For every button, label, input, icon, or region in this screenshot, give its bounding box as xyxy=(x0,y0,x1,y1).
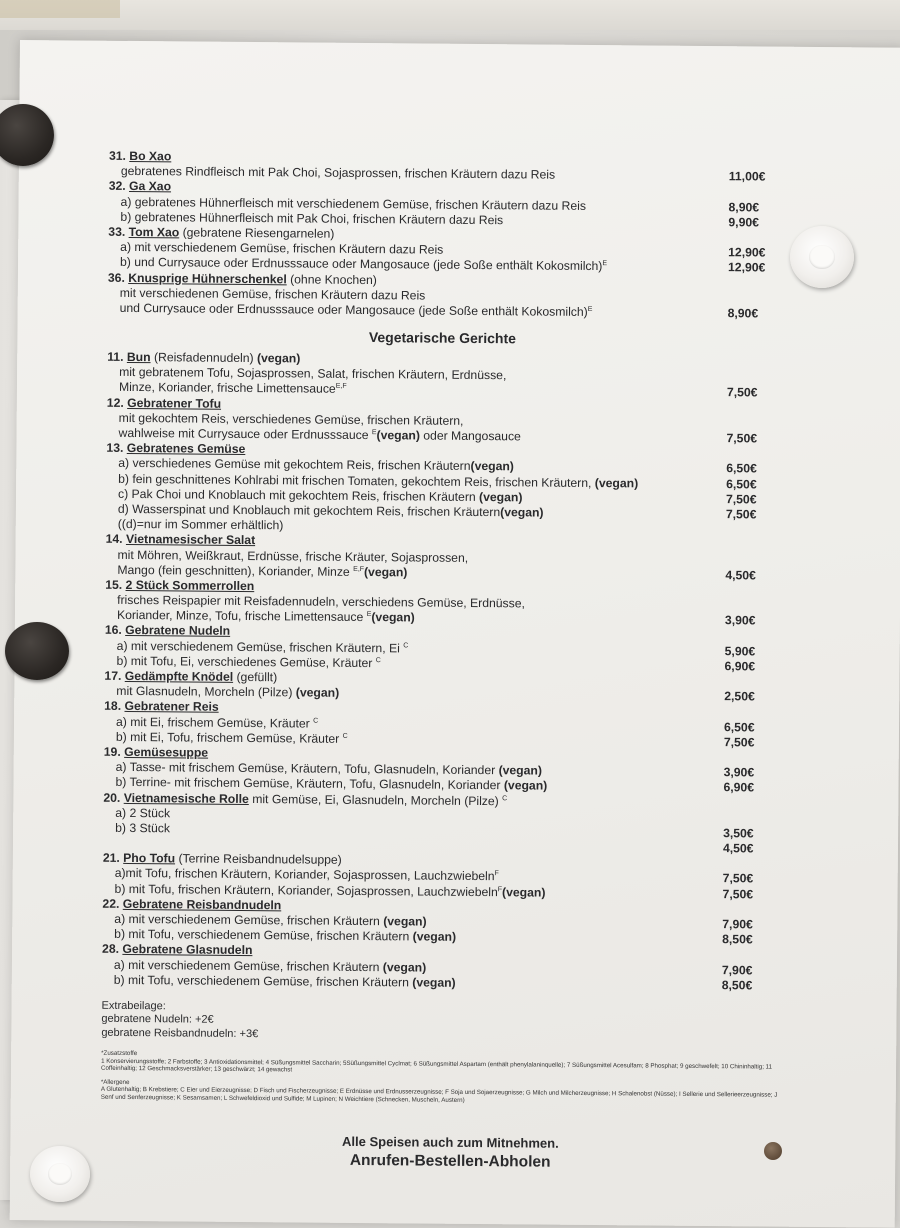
desc-text: frisches Reispapier mit Reisfadennudeln, verschiedens Gemüse, Erdnüsse, xyxy=(117,592,525,611)
allergen-sup: F xyxy=(497,885,503,893)
item-price: 2,50€ xyxy=(724,689,755,704)
vegan-tag: (vegan) xyxy=(470,459,514,474)
desc-text: Koriander, Minze, Tofu, frische Limettensauce xyxy=(116,608,367,625)
vegan-tag: (vegan) xyxy=(503,778,548,793)
item-price: 5,90€ xyxy=(724,643,756,659)
item-number: 16. xyxy=(104,623,122,638)
dark-magnet xyxy=(5,622,69,680)
allergen-sup: E,F xyxy=(335,383,347,391)
vegan-tag: (vegan) xyxy=(412,975,456,990)
footer-takeaway: Alle Speisen auch zum Mitnehmen. xyxy=(341,1134,559,1152)
item-name: Gebratenes Gemüse xyxy=(126,441,246,457)
vegan-tag: (vegan) xyxy=(502,884,546,900)
item-name: Gedämpfte Knödel xyxy=(124,668,234,684)
desc-text: a) verschiedenes Gemüse mit gekochtem Reis, frischen Kräutern xyxy=(118,456,471,474)
item-price: 7,90€ xyxy=(721,962,753,977)
desc-text: oder Mangosauce xyxy=(419,428,521,444)
menu-item-title xyxy=(104,745,208,761)
item-price: 7,50€ xyxy=(726,431,758,446)
desc-text: a) 2 Stück xyxy=(115,805,171,821)
desc-text: b) mit Tofu, verschiedenem Gemüse, frischen Kräutern xyxy=(113,972,413,990)
item-name: Gebratener Reis xyxy=(124,699,219,715)
item-price: 6,90€ xyxy=(724,658,756,674)
menu-section-vegetarian xyxy=(102,350,808,994)
menu-item-desc xyxy=(115,806,170,822)
white-magnet xyxy=(790,226,854,288)
item-price: 3,90€ xyxy=(724,613,756,628)
menu-item-desc xyxy=(116,714,318,731)
item-name: 2 Stück Sommerrollen xyxy=(125,577,255,593)
allergen-sup: C xyxy=(342,732,348,740)
item-price: 7,50€ xyxy=(723,734,755,750)
item-subtitle-bold: (vegan) xyxy=(256,351,301,366)
item-price: 9,90€ xyxy=(728,214,759,230)
footer xyxy=(100,1131,800,1175)
item-name: Gemüsesuppe xyxy=(124,744,209,760)
item-price: 6,90€ xyxy=(723,780,755,795)
menu-item-title xyxy=(104,699,219,715)
item-number: 33. xyxy=(108,224,126,239)
desc-text: gebratenes Rindfleisch mit Pak Choi, Sojasprossen, frischen Kräutern dazu Reis xyxy=(120,164,556,182)
desc-text: mit gebratenem Tofu, Sojasprossen, Salat, frischen Kräutern, Erdnüsse, xyxy=(119,365,507,383)
vegan-tag: (vegan) xyxy=(594,475,639,490)
desc-text: b) mit Tofu, frischen Kräutern, Koriander, Sojasprossen, Lauchzwiebeln xyxy=(114,881,498,899)
item-name: Gebratene Reisbandnudeln xyxy=(122,896,282,913)
item-price: 8,50€ xyxy=(721,977,753,993)
item-name: Ga Xao xyxy=(129,179,172,194)
extras-line: gebratene Reisbandnudeln: +3€ xyxy=(101,1026,259,1041)
desc-text: a) Tasse- mit frischem Gemüse, Kräutern, Tofu, Glasnudeln, Koriander xyxy=(115,759,499,778)
desc-text: mit Glasnudeln, Morcheln (Pilze) xyxy=(116,684,296,700)
item-subtitle: (Terrine Reisbandnudelsuppe) xyxy=(175,851,342,868)
allergens-title: *Allergene xyxy=(100,1078,130,1086)
item-price: 7,50€ xyxy=(722,871,754,886)
item-number: 12. xyxy=(106,395,124,410)
desc-text: mit Möhren, Weißkraut, Erdnüsse, frische Kräuter, Sojasprossen, xyxy=(117,547,469,565)
menu-item-desc xyxy=(114,973,456,991)
menu-item-title xyxy=(106,532,256,549)
vegan-tag: (vegan) xyxy=(363,564,408,580)
item-subtitle: (ohne Knochen) xyxy=(286,271,377,287)
vegan-tag: (vegan) xyxy=(498,763,543,778)
item-name: Pho Tofu xyxy=(123,851,176,866)
desc-text: b) Terrine- mit frischem Gemüse, Kräutern, Tofu, Glasnudeln, Koriander xyxy=(115,775,504,793)
allergen-sup: C xyxy=(403,641,409,650)
item-price: 3,90€ xyxy=(723,765,755,780)
item-subtitle: (gefüllt) xyxy=(233,669,278,685)
desc-text: Minze, Koriander, frische Limettensauce xyxy=(118,380,336,397)
tape-piece xyxy=(0,0,120,18)
desc-text: Mango (fein geschnitten), Koriander, Minze xyxy=(117,562,354,579)
item-subtitle: (Reisfadennudeln) xyxy=(150,350,258,366)
desc-text: a) mit verschiedenem Gemüse, frischen Kräutern, Ei xyxy=(116,638,404,655)
wall-strip xyxy=(0,0,900,30)
item-number: 13. xyxy=(106,440,124,456)
menu-item-title xyxy=(105,578,254,595)
allergen-sup: E xyxy=(587,305,593,313)
desc-text: b) 3 Stück xyxy=(115,820,171,836)
menu-item-title xyxy=(104,669,277,686)
item-price: 7,50€ xyxy=(725,507,757,522)
desc-text: a) mit verschiedenem Gemüse, frischen Kräutern xyxy=(113,957,383,974)
item-number: 22. xyxy=(102,896,120,911)
item-number: 31. xyxy=(108,148,127,163)
item-price: 7,90€ xyxy=(722,917,753,932)
item-price: 6,50€ xyxy=(723,719,755,734)
desc-text: mit verschiedenen Gemüse, frischen Kräutern dazu Reis xyxy=(119,285,426,303)
item-number: 21. xyxy=(102,851,120,866)
menu-item-title xyxy=(109,149,171,165)
item-name: Vietnamesische Rolle xyxy=(123,790,249,806)
allergen-sup: F xyxy=(494,870,499,878)
item-price: 6,50€ xyxy=(726,461,757,476)
menu-item-title xyxy=(102,942,253,959)
item-price: 12,90€ xyxy=(728,245,766,260)
item-number: 18. xyxy=(104,699,122,714)
additives-text: 1 Konservierungsstoffe; 2 Farbstoffe; 3 Antioxidationsmittel; 4 Süßungsmittel Saccharin; 5Süßungsmittel Cyclmat; 6 Süßungsmittel Aspartam (enthält phenylalaninquelle); 7 Süßungsmittel Acesulfam; 8 Phosphat; 9 geschwefelt; 10 Chininhaltig; 11 Coffeinhaltig; 12 Geschmacksverstärker; 13 geschwärzt; 14 gewachst xyxy=(100,1057,773,1074)
vegan-tag: (vegan) xyxy=(500,505,544,520)
item-name: Bo Xao xyxy=(129,148,172,164)
vegan-tag: (vegan) xyxy=(295,685,340,700)
vegan-tag: (vegan) xyxy=(382,959,427,975)
item-name: Gebratene Nudeln xyxy=(125,623,231,639)
additives-title: *Zusatzstoffe xyxy=(101,1050,138,1058)
item-number: 36. xyxy=(107,270,125,285)
desc-text: a) mit verschiedenem Gemüse, frischen Kräutern dazu Reis xyxy=(120,240,444,257)
menu-item-title xyxy=(109,179,171,195)
item-name: Tom Xao xyxy=(128,224,180,240)
item-number: 32. xyxy=(108,179,126,194)
menu-item-title xyxy=(106,441,245,457)
menu-item-title xyxy=(105,623,230,639)
footer-order: Anrufen-Bestellen-Abholen xyxy=(349,1152,551,1172)
extras-title: Extrabeilage: xyxy=(101,999,166,1013)
allergens-text: A Glutenhaltig; B Krebstiere; C Eier und Eierzeugnisse; D Fisch und Fischerzeugnisse; E Erdnüsse und Erdnusserzeugnisse; F Soja und Sojaerzeugnisse; G Milch und Milcherzeugnisse; H Schalenobst (Nüsse); I Sellerie und Sellerieerzeugnisse; J Senf und Senferzeugnisse; K Sesamsamen; L Schwefeldioxid und Sulfide; M Lupinen; N Weichtiere (Schnecken, Muscheln, Austern) xyxy=(100,1086,778,1104)
section-heading: Vegetarische Gerichte xyxy=(368,329,517,347)
vegan-tag: (vegan) xyxy=(371,610,415,625)
item-number: 19. xyxy=(103,744,121,759)
item-subtitle-sup: C xyxy=(502,794,508,802)
menu-item-title xyxy=(107,395,221,411)
item-number: 14. xyxy=(105,532,123,547)
item-subtitle: mit Gemüse, Ei, Glasnudeln, Morcheln (Pilze) xyxy=(248,791,503,808)
menu-sheet xyxy=(10,40,900,1228)
menu-item-title xyxy=(107,350,300,367)
item-price: 11,00€ xyxy=(728,169,766,184)
desc-text: d) Wasserspinat und Knoblauch mit gekochtem Reis, frischen Kräutern xyxy=(117,501,501,520)
item-price: 4,50€ xyxy=(722,841,754,856)
desc-text: c) Pak Choi und Knoblauch mit gekochtem Reis, frischen Kräutern xyxy=(117,486,480,504)
allergen-sup: E xyxy=(366,611,372,619)
item-price: 7,50€ xyxy=(725,491,757,507)
desc-text: und Currysauce oder Erdnusssauce oder Mangosauce (jede Soße enthält Kokosmilch) xyxy=(119,300,588,319)
desc-text: b) mit Ei, Tofu, frischem Gemüse, Kräuter xyxy=(115,729,343,746)
item-name: Vietnamesischer Salat xyxy=(125,532,256,548)
item-number: 28. xyxy=(102,942,120,957)
desc-text: b) fein geschnittenes Kohlrabi mit frischen Tomaten, gekochtem Reis, frischen Kräutern, xyxy=(118,471,595,490)
desc-text: wahlweise mit Currysauce oder Erdnusssauce xyxy=(118,425,372,443)
fine-print xyxy=(101,1050,781,1107)
menu-content xyxy=(100,149,809,1176)
item-price: 7,50€ xyxy=(726,385,758,400)
allergen-sup: C xyxy=(313,717,319,725)
desc-text: b) mit Tofu, Ei, verschiedenes Gemüse, Kräuter xyxy=(116,653,376,670)
item-subtitle: (gebratene Riesengarnelen) xyxy=(179,225,335,241)
vegan-tag: (vegan) xyxy=(383,914,427,929)
desc-text: a) mit verschiedenem Gemüse, frischen Kräutern xyxy=(114,911,384,929)
desc-text: a) mit Ei, frischem Gemüse, Kräuter xyxy=(115,714,314,731)
desc-text: ((d)=nur im Sommer erhältlich) xyxy=(117,516,284,533)
item-price: 3,50€ xyxy=(723,826,754,841)
desc-text: mit gekochtem Reis, verschiedenes Gemüse, frischen Kräutern, xyxy=(118,410,464,428)
extras-block xyxy=(101,1000,801,1047)
desc-text: b) gebratenes Hühnerfleisch mit Pak Choi, frischen Kräutern dazu Reis xyxy=(120,209,504,227)
item-number: 17. xyxy=(104,668,122,683)
allergen-sup: E xyxy=(371,429,377,437)
menu-item-title xyxy=(102,897,281,914)
vegan-tag: (vegan) xyxy=(376,428,420,443)
item-price: 12,90€ xyxy=(727,260,766,275)
pin xyxy=(764,1142,782,1160)
menu-section-meat xyxy=(108,149,809,322)
allergen-sup: C xyxy=(375,656,381,664)
vegan-tag: (vegan) xyxy=(412,929,457,945)
item-number: 11. xyxy=(107,349,124,364)
allergen-sup: E xyxy=(602,260,608,268)
menu-item-desc xyxy=(115,821,170,837)
item-price: 4,50€ xyxy=(725,567,756,583)
allergen-sup: E,F xyxy=(353,565,365,573)
item-name: Gebratener Tofu xyxy=(127,395,222,411)
extras-line: gebratene Nudeln: +2€ xyxy=(101,1013,214,1027)
item-price: 8,90€ xyxy=(728,199,760,215)
desc-text: b) mit Tofu, verschiedenem Gemüse, frischen Kräutern xyxy=(114,927,413,944)
item-number: 20. xyxy=(103,790,121,805)
menu-item-desc xyxy=(118,517,284,534)
item-name: Gebratene Glasnudeln xyxy=(122,942,253,958)
desc-text: a)mit Tofu, frischen Kräutern, Koriander, Sojasprossen, Lauchzwiebeln xyxy=(114,866,495,884)
item-name: Bun xyxy=(126,350,151,365)
white-magnet xyxy=(30,1146,90,1202)
item-price: 8,50€ xyxy=(722,932,753,947)
item-price: 6,50€ xyxy=(726,476,757,492)
item-name: Knusprige Hühnerschenkel xyxy=(128,270,287,286)
item-price: 7,50€ xyxy=(722,886,754,902)
desc-text: a) gebratenes Hühnerfleisch mit verschiedenem Gemüse, frischen Kräutern dazu Reis xyxy=(120,194,587,213)
vegan-tag: (vegan) xyxy=(479,489,523,505)
item-price: 8,90€ xyxy=(727,306,759,321)
desc-text: b) und Currysauce oder Erdnusssauce oder Mangosauce (jede Soße enthält Kokosmilch) xyxy=(120,255,603,274)
item-number: 15. xyxy=(105,577,123,592)
